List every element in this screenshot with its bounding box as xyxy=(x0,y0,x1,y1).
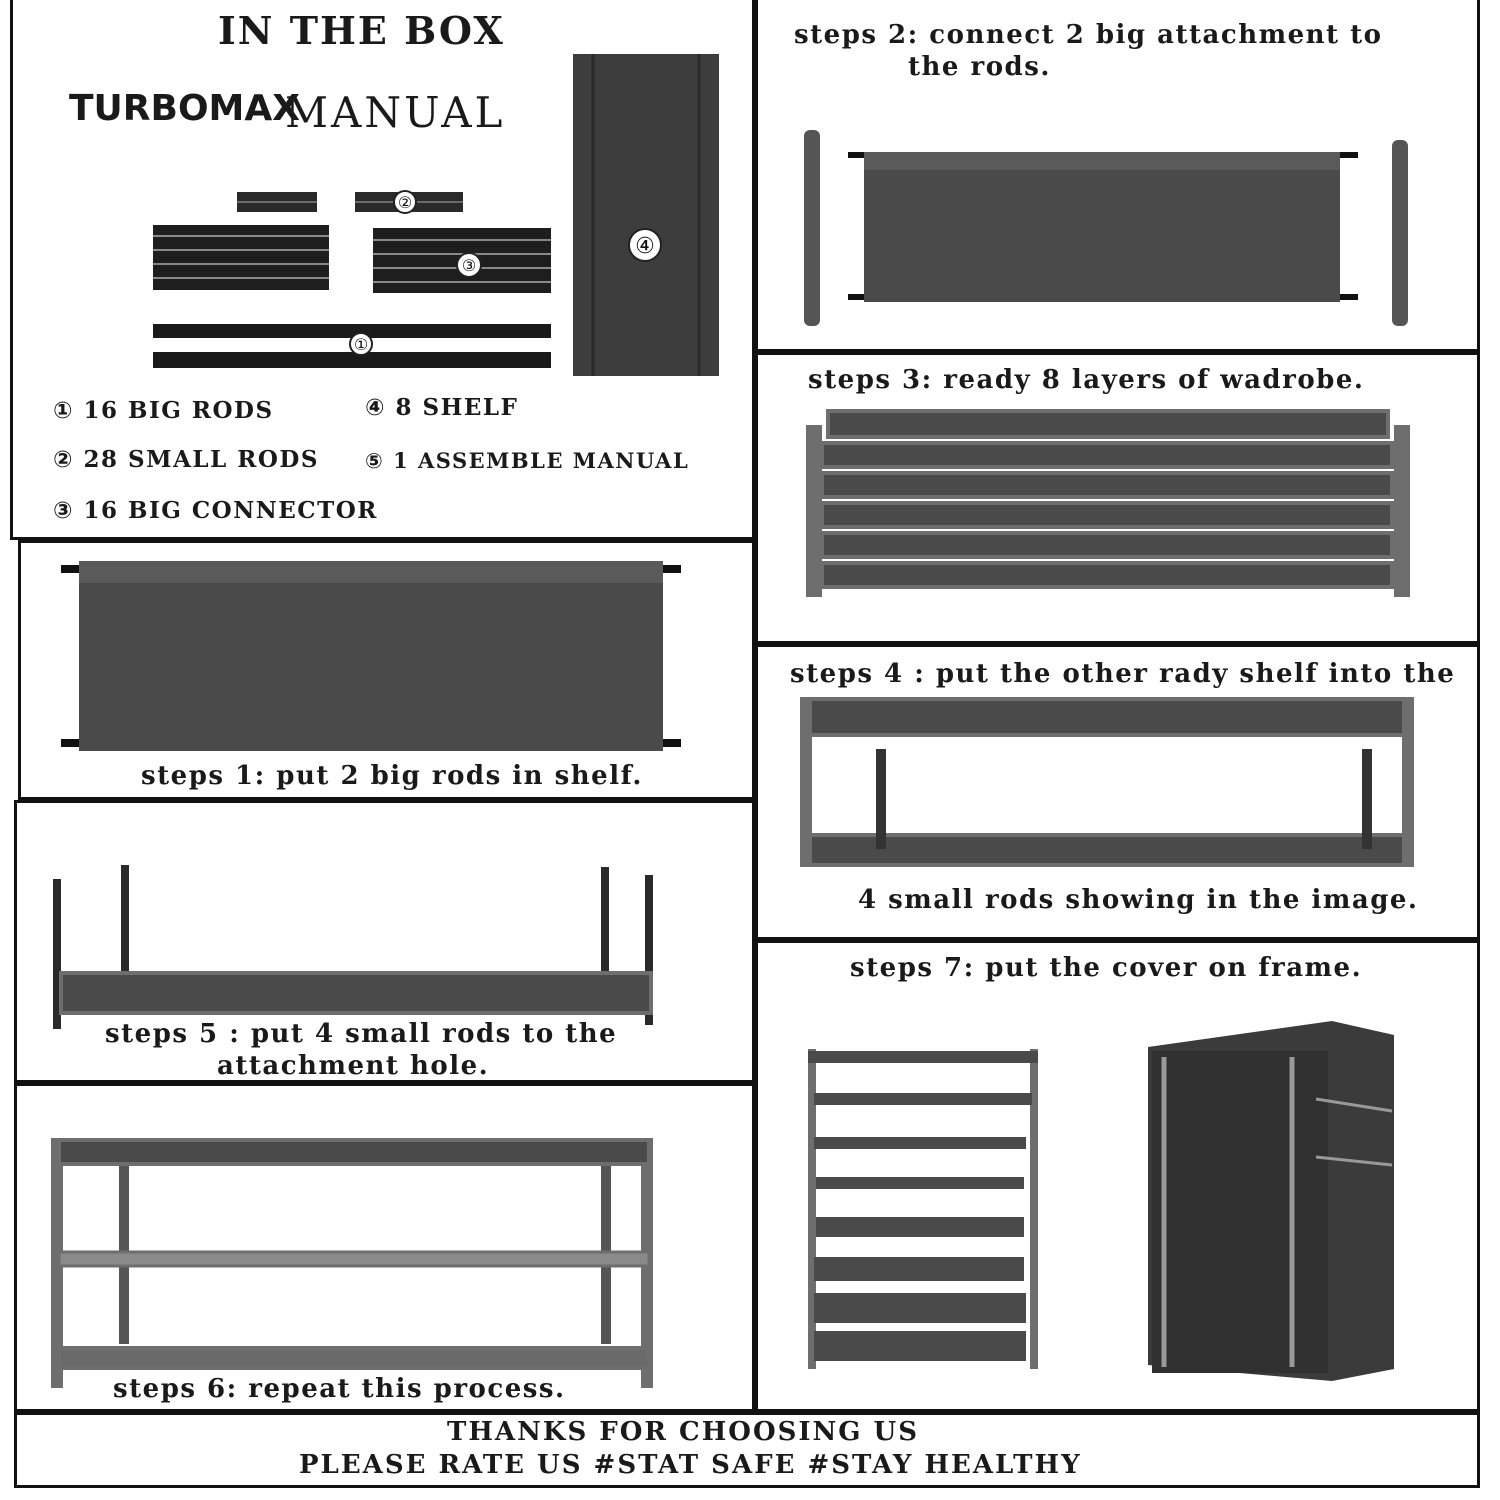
part-1-text: 16 BIG RODS xyxy=(83,397,274,424)
step7-covered-wardrobe xyxy=(1142,1017,1402,1387)
step5-shelf xyxy=(61,973,651,1013)
step6-shelf-top xyxy=(59,1140,649,1164)
part-5-text: 1 ASSEMBLE MANUAL xyxy=(393,448,690,473)
part-4 xyxy=(365,394,518,421)
step1-illustration xyxy=(51,557,691,757)
step3-stacked-shelves xyxy=(822,411,1392,587)
step5-panel xyxy=(14,800,755,1083)
part-3-marker: ③ xyxy=(53,498,74,524)
parts-illustration xyxy=(133,50,733,385)
step4-panel xyxy=(755,644,1480,940)
shelf-panel xyxy=(573,54,719,376)
brand-logo: TURBOMAX xyxy=(69,88,300,129)
step1-panel xyxy=(18,540,755,800)
step4-caption-line2: 4 small rods showing in the image. xyxy=(858,885,1419,915)
part-2 xyxy=(53,446,319,473)
step2-panel xyxy=(755,0,1480,352)
step2-illustration xyxy=(798,120,1418,335)
step2-left-attachment xyxy=(804,130,820,326)
part-1-marker: ① xyxy=(53,398,74,424)
manual-title: MANUAL xyxy=(285,88,506,137)
big-connectors-right xyxy=(373,228,551,293)
step6-caption: steps 6: repeat this process. xyxy=(113,1374,566,1404)
footer-panel xyxy=(14,1412,1480,1488)
step1-shelf xyxy=(79,561,663,751)
step7-panel xyxy=(755,940,1480,1412)
marker-2: ② xyxy=(397,193,413,212)
step6-illustration xyxy=(45,1134,665,1394)
part-3 xyxy=(53,497,378,524)
step2-shelf xyxy=(864,152,1340,302)
step2-right-attachment xyxy=(1392,140,1408,326)
marker-3: ③ xyxy=(461,256,477,275)
step1-caption: steps 1: put 2 big rods in shelf. xyxy=(141,761,643,791)
step5-illustration xyxy=(41,861,671,1041)
step7-caption: steps 7: put the cover on frame. xyxy=(850,953,1363,983)
marker-1: ① xyxy=(353,335,369,354)
footer-thanks: THANKS FOR CHOOSING US xyxy=(447,1417,920,1447)
step4-illustration xyxy=(796,695,1426,875)
big-rod-1 xyxy=(153,324,551,338)
step3-caption: steps 3: ready 8 layers of wadrobe. xyxy=(808,365,1365,395)
step6-panel xyxy=(14,1083,755,1412)
step6-shelf-bottom xyxy=(59,1348,649,1368)
part-4-marker: ④ xyxy=(365,395,386,421)
step2-caption-line1: steps 2: connect 2 big attachment to xyxy=(794,20,1383,50)
part-4-text: 8 SHELF xyxy=(395,394,519,421)
footer-rate: PLEASE RATE US #STAT SAFE #STAY HEALTHY xyxy=(299,1450,1082,1480)
part-3-text: 16 BIG CONNECTOR xyxy=(83,497,378,524)
step2-caption-line2: the rods. xyxy=(908,52,1051,82)
step3-panel xyxy=(755,352,1480,644)
part-2-text: 28 SMALL RODS xyxy=(83,446,319,473)
part-2-marker: ② xyxy=(53,447,74,473)
part-1 xyxy=(53,397,274,424)
big-connectors-left xyxy=(153,225,329,290)
step7-open-frame xyxy=(800,1045,1050,1375)
in-the-box-panel xyxy=(10,0,755,540)
in-the-box-title: IN THE BOX xyxy=(218,8,505,53)
part-5 xyxy=(365,448,689,473)
step3-illustration xyxy=(798,405,1428,615)
step4-caption-line1: steps 4 : put the other rady shelf into the xyxy=(790,659,1456,689)
big-rod-2 xyxy=(153,352,551,368)
step5-caption-line1: steps 5 : put 4 small rods to the xyxy=(105,1019,618,1049)
part-5-marker: ⑤ xyxy=(365,449,385,473)
step6-shelf-mid xyxy=(59,1252,649,1266)
step5-caption-line2: attachment hole. xyxy=(217,1051,490,1081)
marker-4: ④ xyxy=(635,234,655,259)
